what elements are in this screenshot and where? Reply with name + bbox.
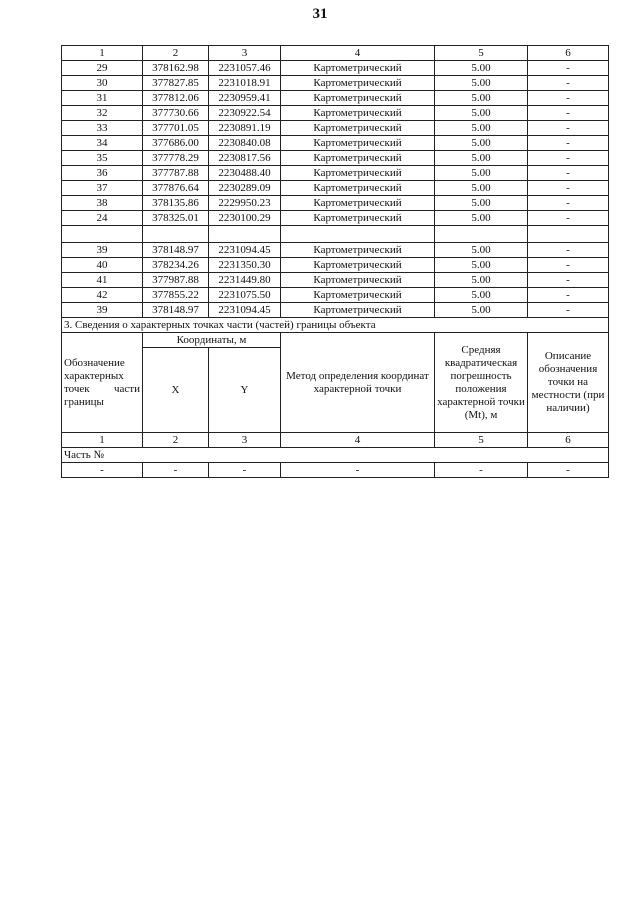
y-header: Y: [209, 348, 281, 433]
column-number: 4: [281, 46, 435, 61]
table-cell: 31: [62, 91, 143, 106]
table-cell: 5.00: [435, 181, 528, 196]
table-cell: Картометрический: [281, 303, 435, 318]
section-3-number-row: [62, 433, 609, 448]
table-cell: 39: [62, 303, 143, 318]
table-cell: 378135.86: [143, 196, 209, 211]
table-cell: Картометрический: [281, 166, 435, 181]
table-cell: Картометрический: [281, 243, 435, 258]
table-cell: 378162.98: [143, 61, 209, 76]
table-cell: -: [528, 181, 609, 196]
empty-cell: -: [435, 463, 528, 478]
table-cell: -: [528, 273, 609, 288]
coordinates-table-body: [62, 46, 609, 478]
table-cell: Картометрический: [281, 196, 435, 211]
table-row: [62, 243, 609, 258]
table-cell: 378325.01: [143, 211, 209, 226]
table-row: [62, 303, 609, 318]
empty-cell: -: [528, 463, 609, 478]
table-row: [62, 106, 609, 121]
table-cell: 2231075.50: [209, 288, 281, 303]
table-cell: 2231018.91: [209, 76, 281, 91]
table-cell: 2231350.30: [209, 258, 281, 273]
method-header: Метод определения координат характерной точки: [281, 333, 435, 433]
table-cell: -: [528, 243, 609, 258]
table-cell: 2230817.56: [209, 151, 281, 166]
table-cell: 5.00: [435, 106, 528, 121]
column-number: 6: [528, 46, 609, 61]
table-cell: 37: [62, 181, 143, 196]
column-number-row: [62, 46, 609, 61]
table-cell: Картометрический: [281, 61, 435, 76]
table-row: [62, 273, 609, 288]
table-cell: 2230891.19: [209, 121, 281, 136]
table-cell: 5.00: [435, 303, 528, 318]
section-3-title-row: [62, 318, 609, 333]
table-cell: 5.00: [435, 61, 528, 76]
coordinates-table: [61, 45, 609, 478]
table-cell: Картометрический: [281, 181, 435, 196]
table-cell: Картометрический: [281, 211, 435, 226]
table-row: [62, 288, 609, 303]
table-cell: 29: [62, 61, 143, 76]
table-cell: 377855.22: [143, 288, 209, 303]
column-number: 6: [528, 433, 609, 448]
table-cell: -: [528, 166, 609, 181]
table-cell: 2230959.41: [209, 91, 281, 106]
table-row: [62, 166, 609, 181]
table-cell: 24: [62, 211, 143, 226]
column-number: 2: [143, 46, 209, 61]
section-3-title: 3. Сведения о характерных точках части (частей) границы объекта: [62, 318, 609, 333]
table-cell: 39: [62, 243, 143, 258]
table-cell: 5.00: [435, 288, 528, 303]
column-number: 4: [281, 433, 435, 448]
table-cell: Картометрический: [281, 273, 435, 288]
table-cell: 35: [62, 151, 143, 166]
empty-cell: -: [62, 463, 143, 478]
page-number: 31: [312, 6, 328, 22]
table-cell: 377812.06: [143, 91, 209, 106]
table-cell: Картометрический: [281, 76, 435, 91]
column-number: 1: [62, 433, 143, 448]
x-header: X: [143, 348, 209, 433]
table-row: [62, 196, 609, 211]
table-cell: -: [528, 136, 609, 151]
table-row: [62, 211, 609, 226]
table-cell: 42: [62, 288, 143, 303]
table-cell: 5.00: [435, 211, 528, 226]
table-cell: 33: [62, 121, 143, 136]
table-cell: 38: [62, 196, 143, 211]
table-cell: -: [528, 106, 609, 121]
table-cell: -: [528, 76, 609, 91]
table-cell: 5.00: [435, 166, 528, 181]
section-3-header-row: [62, 333, 609, 348]
table-cell: Картометрический: [281, 121, 435, 136]
table-cell: 32: [62, 106, 143, 121]
point-designation-header: Обозначение характерных точек части границы: [62, 333, 143, 433]
table-cell: 377987.88: [143, 273, 209, 288]
table-cell: 2230289.09: [209, 181, 281, 196]
table-cell: 377730.66: [143, 106, 209, 121]
table-cell: 377686.00: [143, 136, 209, 151]
table-cell: 5.00: [435, 136, 528, 151]
table-row: [62, 136, 609, 151]
table-cell: 378234.26: [143, 258, 209, 273]
table-cell: Картометрический: [281, 106, 435, 121]
table-cell: 5.00: [435, 76, 528, 91]
table-cell: -: [528, 303, 609, 318]
table-cell: 2231094.45: [209, 303, 281, 318]
table-cell: Картометрический: [281, 288, 435, 303]
empty-cell: -: [143, 463, 209, 478]
table-cell: -: [528, 91, 609, 106]
table-cell: -: [528, 258, 609, 273]
table-cell: 378148.97: [143, 303, 209, 318]
coordinates-header: Координаты, м: [143, 333, 281, 348]
column-number: 2: [143, 433, 209, 448]
table-cell: 5.00: [435, 196, 528, 211]
accuracy-header: Средняя квадратическая погрешность положения характерной точки (Mt), м: [435, 333, 528, 433]
column-number: 5: [435, 46, 528, 61]
table-row: [62, 61, 609, 76]
table-cell: 377701.05: [143, 121, 209, 136]
table-cell: Картометрический: [281, 258, 435, 273]
table-cell: 2231449.80: [209, 273, 281, 288]
table-row: [62, 121, 609, 136]
table-cell: 40: [62, 258, 143, 273]
column-number: 5: [435, 433, 528, 448]
empty-data-row: [62, 463, 609, 478]
table-cell: -: [528, 196, 609, 211]
table-row: [62, 258, 609, 273]
table-cell: 5.00: [435, 258, 528, 273]
table-cell: -: [528, 121, 609, 136]
table-cell: 2230840.08: [209, 136, 281, 151]
table-cell: Картометрический: [281, 136, 435, 151]
table-cell: 2231057.46: [209, 61, 281, 76]
part-label: Часть №: [62, 448, 609, 463]
empty-separator-row: [62, 226, 609, 243]
table-cell: Картометрический: [281, 151, 435, 166]
table-cell: 377827.85: [143, 76, 209, 91]
table-cell: 5.00: [435, 121, 528, 136]
table-cell: 2230100.29: [209, 211, 281, 226]
table-cell: -: [528, 288, 609, 303]
table-cell: 41: [62, 273, 143, 288]
table-cell: -: [528, 151, 609, 166]
table-row: [62, 76, 609, 91]
table-cell: 5.00: [435, 151, 528, 166]
table-cell: Картометрический: [281, 91, 435, 106]
table-row: [62, 181, 609, 196]
table-cell: 36: [62, 166, 143, 181]
part-row: [62, 448, 609, 463]
table-cell: 30: [62, 76, 143, 91]
table-row: [62, 91, 609, 106]
table-cell: 377787.88: [143, 166, 209, 181]
table-cell: 34: [62, 136, 143, 151]
column-number: 3: [209, 433, 281, 448]
table-cell: 2230488.40: [209, 166, 281, 181]
table-cell: 5.00: [435, 91, 528, 106]
description-header: Описание обозначения точки на местности (при наличии): [528, 333, 609, 433]
table-cell: 5.00: [435, 243, 528, 258]
table-cell: 5.00: [435, 273, 528, 288]
table-cell: -: [528, 61, 609, 76]
table-row: [62, 151, 609, 166]
table-cell: 2231094.45: [209, 243, 281, 258]
table-cell: 377778.29: [143, 151, 209, 166]
table-cell: 2229950.23: [209, 196, 281, 211]
empty-cell: -: [209, 463, 281, 478]
table-cell: 377876.64: [143, 181, 209, 196]
table-cell: -: [528, 211, 609, 226]
column-number: 1: [62, 46, 143, 61]
empty-cell: -: [281, 463, 435, 478]
table-cell: 2230922.54: [209, 106, 281, 121]
column-number: 3: [209, 46, 281, 61]
table-cell: 378148.97: [143, 243, 209, 258]
